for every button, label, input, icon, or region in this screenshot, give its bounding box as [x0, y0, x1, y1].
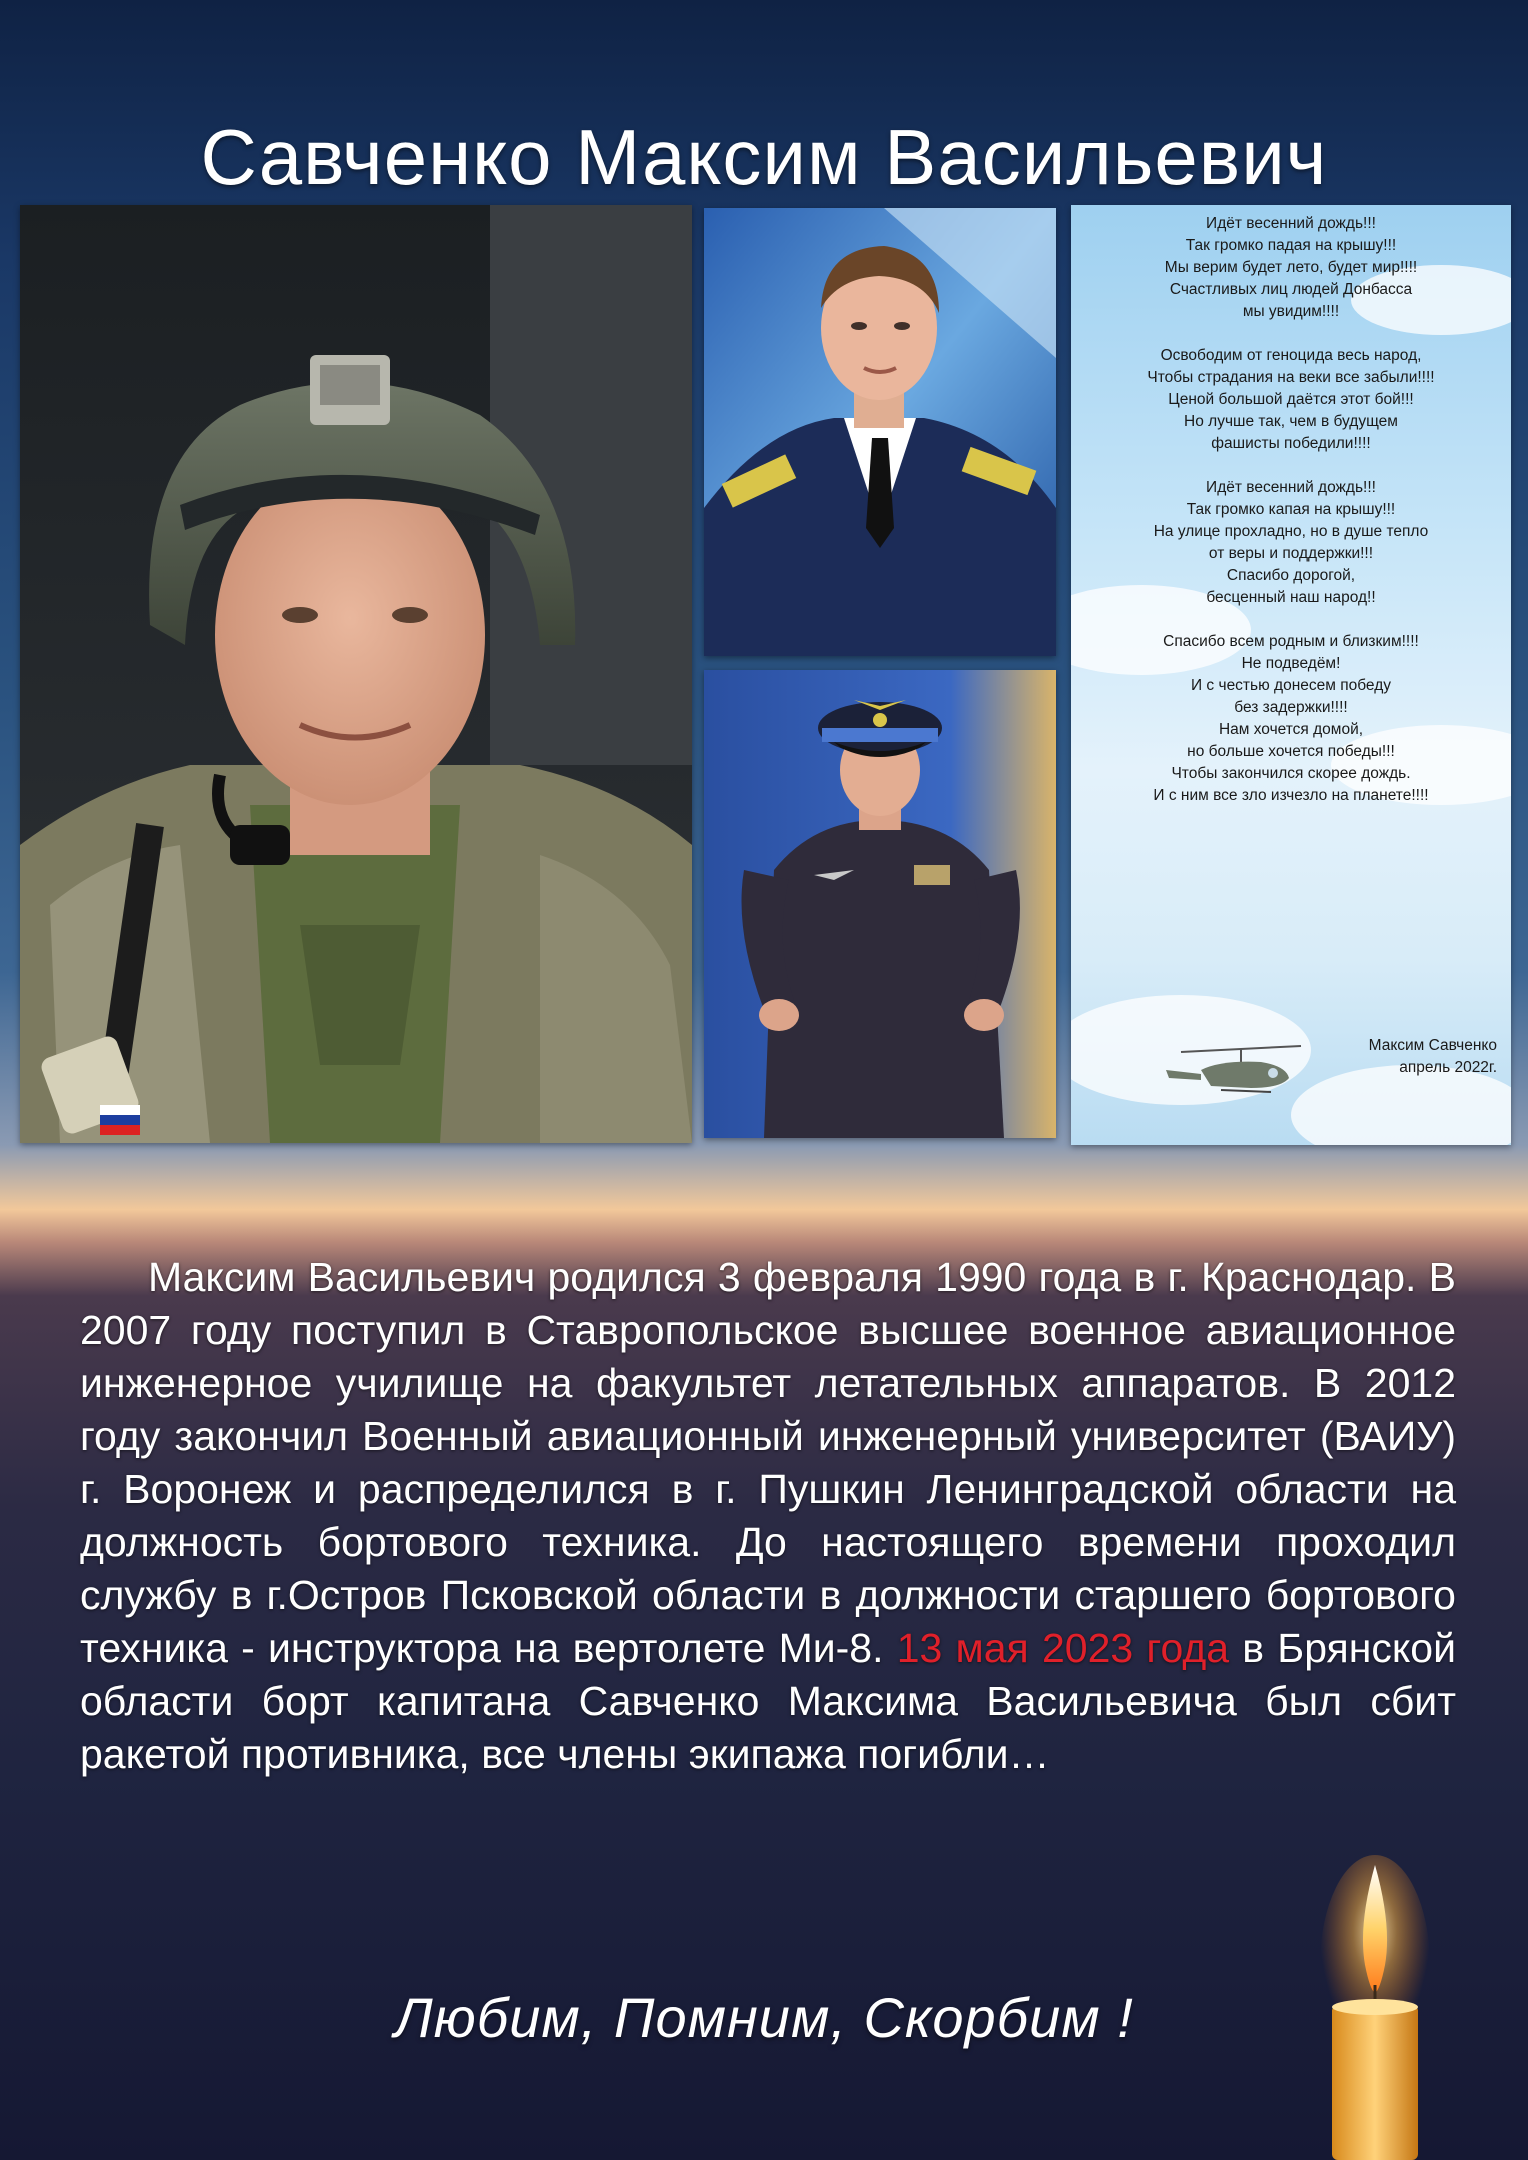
poem-line: Чтобы страдания на веки все забыли!!!! [1147, 369, 1435, 386]
poem-line: но больше хочется победы!!! [1187, 743, 1395, 760]
poem-line: Так громко падая на крышу!!! [1185, 237, 1397, 254]
poem-line: Спасибо всем родным и близким!!!! [1163, 633, 1419, 650]
poem-panel [1071, 205, 1511, 1145]
poem-line: Освободим от геноцида весь народ, [1160, 347, 1422, 364]
pilot-flightsuit-photo [704, 670, 1056, 1138]
bio-date-highlight: 13 мая 2023 года [896, 1625, 1230, 1671]
poem-line: Но лучше так, чем в будущем [1184, 413, 1398, 430]
page-title: Савченко Максим Васильевич [200, 113, 1328, 202]
poem-stanza-3 [1079, 477, 1503, 609]
bio-text-before: Максим Васильевич родился 3 февраля 1990 года в г. Краснодар. В 2007 году поступил в Ставропольское высшее военное авиационное инженерное училище на факультет летательных аппаратов. В 2012 году закончил Военный авиационный инженерный университет (ВАИУ) г. Воронеж и распределился в г. Пушкин Ленинградской области на должность бортового техника. До настоящего времени проходил службу в г.Остров Псковской области в должности старшего бортового техника - инструктора на вертолете Ми-8. [80, 1254, 1456, 1671]
main-portrait-photo [20, 205, 692, 1143]
poem-line: бесценный наш народ!! [1206, 589, 1376, 606]
poem-line: Мы верим будет лето, будет мир!!!! [1164, 259, 1418, 276]
poem-line: мы увидим!!!! [1242, 303, 1340, 320]
poem-line: И с ним все зло изчезло на планете!!!! [1153, 787, 1429, 804]
poem-line: Спасибо дорогой, [1226, 567, 1356, 584]
poem-line: фашисты победили!!!! [1211, 435, 1371, 452]
poem-line: И с честью донесем победу [1190, 677, 1392, 694]
helicopter-icon [1161, 1040, 1311, 1110]
signature-name: Максим Савченко [1368, 1037, 1497, 1054]
closing-phrase: Любим, Помним, Скорбим ! [394, 1986, 1134, 2049]
poem-line: Так громко капая на крышу!!! [1186, 501, 1396, 518]
poem-line: от веры и поддержки!!! [1208, 545, 1374, 562]
candle-icon [1320, 1855, 1430, 2160]
poem-line: Идёт весенний дождь!!! [1206, 479, 1376, 496]
poem-line: На улице прохладно, но в душе тепло [1153, 523, 1429, 540]
cadet-portrait-photo [704, 208, 1056, 656]
biography-text [80, 1251, 1456, 1781]
poem-line: Нам хочется домой, [1218, 721, 1364, 738]
poem-line: Ценой большой даётся этот бой!!! [1168, 391, 1414, 408]
poem-line: Идёт весенний дождь!!! [1206, 215, 1376, 232]
poem-stanza-2 [1079, 345, 1503, 455]
poem-signature [1369, 1035, 1497, 1079]
poem-stanza-1 [1079, 213, 1503, 323]
poem-stanza-4 [1079, 631, 1503, 807]
signature-date: апрель 2022г. [1399, 1059, 1497, 1076]
poem-line: Не подведём! [1241, 655, 1341, 672]
poem-text [1079, 213, 1503, 829]
bio-text-after: в Брянской области борт капитана Савченко Максима Васильевича был сбит ракетой противника, все члены экипажа погибли… [80, 1625, 1456, 1777]
poem-line: Счастливых лиц людей Донбасса [1169, 281, 1413, 298]
poem-line: Чтобы закончился скорее дождь. [1171, 765, 1411, 782]
poem-line: без задержки!!!! [1234, 699, 1348, 716]
